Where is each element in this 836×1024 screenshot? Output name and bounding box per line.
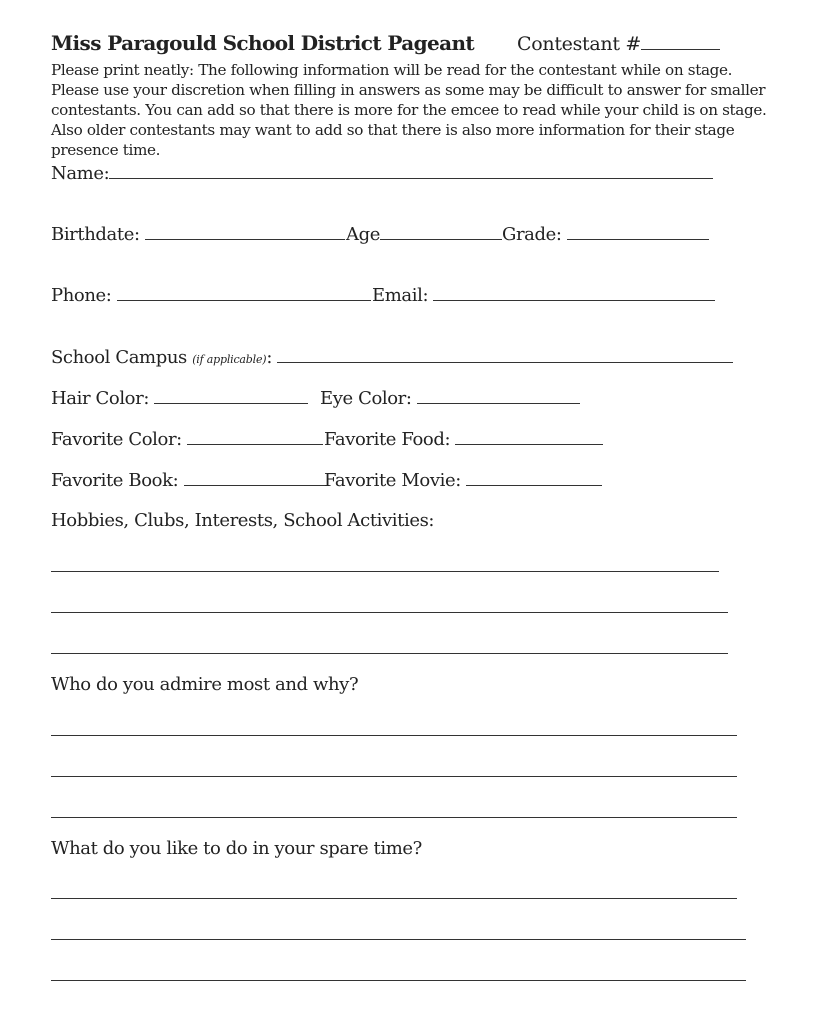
favorite-book-row <box>51 469 329 491</box>
favorite-color-label: Favorite Color: <box>51 429 182 450</box>
page-title: Miss Paragould School District Pageant <box>51 31 475 55</box>
favorite-movie-blank[interactable] <box>466 469 602 486</box>
name-blank[interactable] <box>109 162 713 179</box>
school-campus-row <box>51 346 733 368</box>
birthdate-blank[interactable] <box>145 223 345 240</box>
phone-blank[interactable] <box>117 284 371 301</box>
favorite-color-blank[interactable] <box>187 428 323 445</box>
favorite-food-label: Favorite Food: <box>324 429 451 450</box>
phone-row <box>51 284 371 306</box>
favorite-color-row <box>51 428 323 450</box>
favorite-book-label: Favorite Book: <box>51 470 179 491</box>
name-row <box>51 162 713 184</box>
phone-label: Phone: <box>51 285 112 306</box>
contestant-label: Contestant # <box>517 33 642 55</box>
hobbies-question: Hobbies, Clubs, Interests, School Activities: <box>51 510 435 531</box>
spare-time-answer-line-3[interactable] <box>51 980 746 981</box>
instructions-paragraph: Please print neatly: The following information will be read for the contestant while on stage. Please use your discretion when filling in answers as some may be difficult to answer for smaller contestants. You can add so that there is more for the emcee to read while your child is on stage. Also older contestants may want to add so that there is also more information for their stage presence time. <box>51 61 767 159</box>
hobbies-answer-line-2[interactable] <box>51 612 728 613</box>
hair-color-row <box>51 387 308 409</box>
school-campus-blank[interactable] <box>277 346 733 363</box>
hobbies-answer-line-3[interactable] <box>51 653 728 654</box>
school-campus-colon: : <box>266 347 273 368</box>
age-label: Age <box>346 224 380 245</box>
birthdate-row <box>51 223 345 245</box>
spare-time-answer-line-2[interactable] <box>51 939 746 940</box>
admire-answer-line-2[interactable] <box>51 776 737 777</box>
age-blank[interactable] <box>380 223 502 240</box>
favorite-food-blank[interactable] <box>455 428 603 445</box>
admire-question: Who do you admire most and why? <box>51 674 359 695</box>
grade-row <box>502 223 709 245</box>
hair-color-blank[interactable] <box>154 387 308 404</box>
school-campus-note: (if applicable) <box>192 353 267 366</box>
contestant-number-blank[interactable] <box>641 35 720 50</box>
email-label: Email: <box>372 285 429 306</box>
eye-color-label: Eye Color: <box>320 388 412 409</box>
birthdate-label: Birthdate: <box>51 224 140 245</box>
admire-answer-line-1[interactable] <box>51 735 737 736</box>
eye-color-row <box>320 387 580 409</box>
school-campus-label: School Campus <box>51 347 187 368</box>
age-row <box>346 223 502 245</box>
favorite-food-row <box>324 428 603 450</box>
admire-answer-line-3[interactable] <box>51 817 737 818</box>
email-blank[interactable] <box>433 284 715 301</box>
name-label: Name: <box>51 163 110 184</box>
grade-blank[interactable] <box>567 223 709 240</box>
contestant-number <box>517 33 720 55</box>
favorite-movie-row <box>324 469 602 491</box>
favorite-book-blank[interactable] <box>184 469 329 486</box>
hobbies-answer-line-1[interactable] <box>51 571 719 572</box>
spare-time-question: What do you like to do in your spare time? <box>51 838 422 859</box>
grade-label: Grade: <box>502 224 562 245</box>
hair-color-label: Hair Color: <box>51 388 149 409</box>
spare-time-answer-line-1[interactable] <box>51 898 737 899</box>
eye-color-blank[interactable] <box>417 387 580 404</box>
favorite-movie-label: Favorite Movie: <box>324 470 461 491</box>
email-row <box>372 284 715 306</box>
